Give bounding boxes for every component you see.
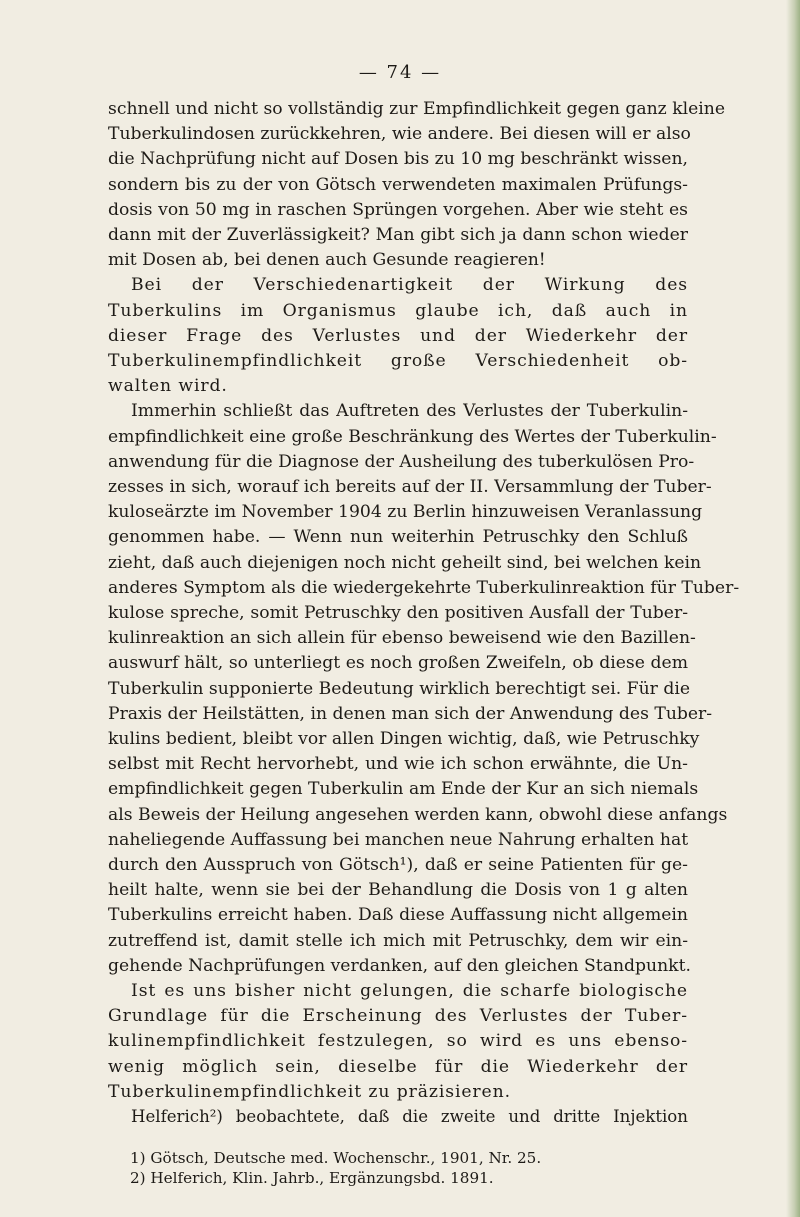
text-line: gehende Nachprüfungen verdanken, auf den gleichen Standpunkt. bbox=[108, 955, 691, 976]
text-line: auswurf hält, so unterliegt es noch großen Zweifeln, ob diese dem bbox=[108, 653, 688, 674]
page-edge-shade bbox=[786, 0, 800, 1217]
text-line: Tuberkulins im Organismus glaube ich, daß auch in bbox=[108, 300, 688, 321]
text-line: wenig möglich sein, dieselbe für die Wiederkehr der bbox=[108, 1056, 688, 1077]
text-line: kuloseärzte im November 1904 zu Berlin hinzuweisen Veranlassung bbox=[108, 502, 703, 523]
text-line: dann mit der Zuverlässigkeit? Man gibt sich ja dann schon wieder bbox=[108, 225, 688, 245]
text-line: anwendung für die Diagnose der Ausheilung des tuberkulösen Pro- bbox=[108, 451, 695, 472]
text-line: Tuberkulindosen zurückkehren, wie andere. Bei diesen will er also bbox=[108, 124, 691, 145]
text-line: naheliegende Auffassung bei manchen neue Nahrung erhalten hat bbox=[108, 829, 689, 850]
text-line: empfindlichkeit eine große Beschränkung des Wertes der Tuberkulin- bbox=[108, 426, 717, 447]
text-line: Immerhin schließt das Auftreten des Verlustes der Tuberkulin- bbox=[131, 401, 688, 422]
text-line: anderes Symptom als die wiedergekehrte Tuberkulinreaktion für Tuber- bbox=[108, 577, 740, 598]
text-line: kulins bedient, bleibt vor allen Dingen wichtig, daß, wie Petruschky bbox=[108, 729, 700, 749]
text-line: zieht, daß auch diejenigen noch nicht geheilt sind, bei welchen kein bbox=[108, 552, 702, 573]
footnote: 2) Helferich, Klin. Jahrb., Ergänzungsbd. 1891. bbox=[130, 1169, 494, 1188]
text-line: dosis von 50 mg in raschen Sprüngen vorgehen. Aber wie steht es bbox=[108, 199, 688, 220]
text-line: empfindlichkeit gegen Tuberkulin am Ende der Kur an sich niemals bbox=[108, 779, 699, 800]
text-line: kulinempfindlichkeit festzulegen, so wird es uns ebenso- bbox=[108, 1031, 688, 1052]
text-line: Bei der Verschiedenartigkeit der Wirkung des bbox=[131, 275, 688, 296]
text-line: Helferich²) beobachtete, daß die zweite und dritte Injektion bbox=[131, 1107, 688, 1126]
text-line: schnell und nicht so vollständig zur Empfindlichkeit gegen ganz kleine bbox=[108, 99, 726, 119]
text-line: zesses in sich, worauf ich bereits auf der II. Versammlung der Tuber- bbox=[108, 477, 712, 497]
text-line: Tuberkulins erreicht haben. Daß diese Auffassung nicht allgemein bbox=[108, 905, 688, 926]
text-line: zutreffend ist, damit stelle ich mich mit Petruschky, dem wir ein- bbox=[108, 930, 688, 951]
text-line: Tuberkulinempfindlichkeit zu präzisieren. bbox=[108, 1081, 511, 1102]
text-line: selbst mit Recht hervorhebt, und wie ich schon erwähnte, die Un- bbox=[108, 754, 688, 775]
text-line: Grundlage für die Erscheinung des Verlustes der Tuber- bbox=[108, 1006, 688, 1027]
text-line: genommen habe. — Wenn nun weiterhin Petruschky den Schluß bbox=[108, 527, 688, 548]
text-line: sondern bis zu der von Götsch verwendeten maximalen Prüfungs- bbox=[108, 174, 688, 195]
text-line: mit Dosen ab, bei denen auch Gesunde reagieren! bbox=[108, 250, 546, 271]
text-line: Tuberkulin supponierte Bedeutung wirklich berechtigt sei. Für die bbox=[108, 678, 691, 699]
footnote: 1) Götsch, Deutsche med. Wochenschr., 1901, Nr. 25. bbox=[130, 1149, 542, 1168]
text-line: heilt halte, wenn sie bei der Behandlung die Dosis von 1 g alten bbox=[108, 880, 688, 901]
text-line: Tuberkulinempfindlichkeit große Verschiedenheit ob- bbox=[108, 351, 688, 371]
text-line: Praxis der Heilstätten, in denen man sich der Anwendung des Tuber- bbox=[108, 703, 713, 724]
page-number: — 74 — bbox=[358, 62, 442, 83]
text-line: durch den Ausspruch von Götsch¹), daß er seine Patienten für ge- bbox=[108, 855, 688, 875]
text-line: kulose spreche, somit Petruschky den positiven Ausfall der Tuber- bbox=[108, 603, 688, 623]
text-line: dieser Frage des Verlustes und der Wiederkehr der bbox=[108, 325, 688, 346]
text-line: kulinreaktion an sich allein für ebenso beweisend wie den Bazillen- bbox=[108, 628, 696, 649]
text-line: walten wird. bbox=[108, 376, 228, 397]
text-line: die Nachprüfung nicht auf Dosen bis zu 10 mg beschränkt wissen, bbox=[108, 149, 688, 170]
text-line: als Beweis der Heilung angesehen werden kann, obwohl diese anfangs bbox=[108, 804, 728, 825]
text-line: Ist es uns bisher nicht gelungen, die scharfe biologische bbox=[131, 981, 688, 1001]
